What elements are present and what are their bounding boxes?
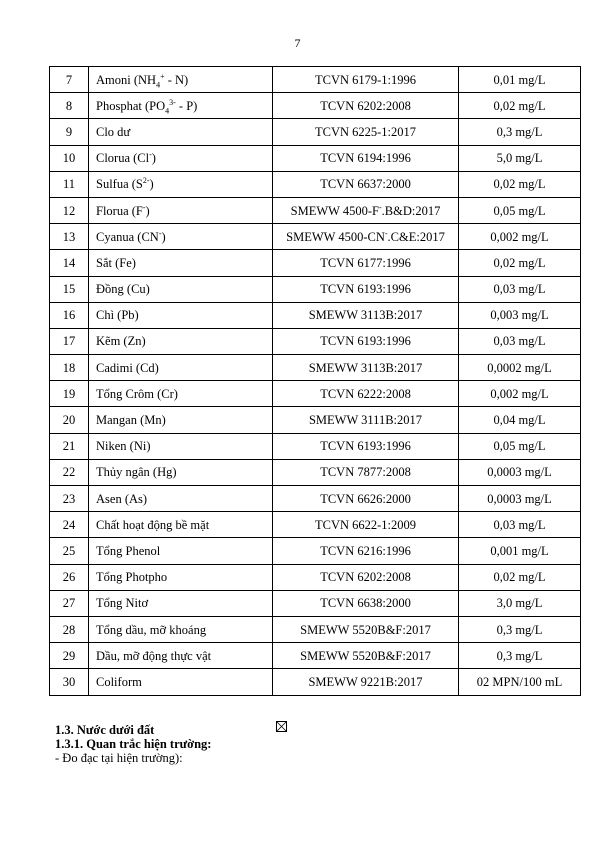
method-standard: SMEWW 5520B&F:2017: [300, 622, 431, 637]
method-cell: [273, 459, 459, 485]
method-standard: TCVN 6222:2008: [320, 386, 411, 401]
table-row: [50, 538, 581, 564]
table-row: [50, 643, 581, 669]
detection-limit: 0,3 mg/L: [496, 622, 543, 637]
detection-limit: 0,02 mg/L: [493, 177, 546, 192]
row-number-cell: [50, 643, 89, 669]
parameter-superscript: +: [160, 71, 165, 81]
method-cell: [273, 590, 459, 616]
table-row: [50, 616, 581, 642]
table-row: [50, 276, 581, 302]
detection-limit-cell: [459, 145, 581, 171]
parameter-name-suffix: ): [151, 151, 156, 166]
method-cell: [273, 119, 459, 145]
table-row: [50, 564, 581, 590]
parameter-subscript: 4: [156, 80, 161, 90]
table-row: [50, 93, 581, 119]
parameter-name-suffix: - P): [175, 98, 198, 113]
detection-limit-cell: [459, 171, 581, 197]
detection-limit: 0,03 mg/L: [493, 517, 546, 532]
method-standard: TCVN 6202:2008: [320, 98, 411, 113]
row-number-cell: [50, 67, 89, 93]
row-number-cell: [50, 171, 89, 197]
parameter-name-suffix: ): [161, 229, 166, 244]
method-cell: [273, 355, 459, 381]
table-row: [50, 250, 581, 276]
row-number-cell: [50, 145, 89, 171]
row-number: 19: [62, 386, 76, 401]
parameter-name-cell: [89, 355, 273, 381]
parameter-superscript: -: [142, 202, 146, 212]
method-standard: TCVN 6622-1:2009: [314, 517, 417, 532]
row-number-cell: [50, 197, 89, 223]
detection-limit: 0,3 mg/L: [496, 648, 543, 663]
method-standard: SMEWW 5520B&F:2017: [300, 648, 431, 663]
parameter-name-cell: [89, 564, 273, 590]
row-number: 17: [62, 334, 76, 349]
table-row: [50, 512, 581, 538]
detection-limit: 0,02 mg/L: [493, 255, 546, 270]
detection-limit-cell: [459, 250, 581, 276]
detection-limit: 0,03 mg/L: [493, 282, 546, 297]
parameter-name-cell: [89, 643, 273, 669]
parameter-name-cell: [89, 250, 273, 276]
detection-limit-cell: [459, 590, 581, 616]
parameter-name: Mangan (Mn): [96, 413, 166, 428]
parameters-table: [49, 66, 581, 696]
table-row: [50, 433, 581, 459]
table-row: [50, 355, 581, 381]
row-number: 18: [62, 360, 76, 375]
table-row: [50, 171, 581, 197]
parameter-name-cell: [89, 93, 273, 119]
row-number: 27: [62, 596, 76, 611]
row-number: 9: [65, 124, 73, 139]
table-row: [50, 67, 581, 93]
method-standard: TCVN 6202:2008: [320, 570, 411, 585]
table-row: [50, 145, 581, 171]
method-standard: TCVN 6193:1996: [320, 282, 411, 297]
parameter-name: Clorua (Cl: [96, 151, 150, 166]
method-cell: [273, 486, 459, 512]
detection-limit: 0,05 mg/L: [493, 203, 546, 218]
parameter-name: Tổng Photpho: [96, 570, 168, 585]
method-standard: TCVN 6216:1996: [320, 543, 411, 558]
parameter-name: Florua (F: [96, 203, 143, 218]
detection-limit-cell: [459, 302, 581, 328]
detection-limit: 0,001 mg/L: [490, 543, 549, 558]
parameter-name: Kẽm (Zn): [96, 334, 146, 349]
row-number: 30: [62, 674, 76, 689]
method-standard: TCVN 7877:2008: [320, 465, 411, 480]
detection-limit-cell: [459, 355, 581, 381]
row-number-cell: [50, 328, 89, 354]
table-row: [50, 590, 581, 616]
method-standard: SMEWW 9221B:2017: [308, 674, 423, 689]
row-number-cell: [50, 564, 89, 590]
row-number-cell: [50, 355, 89, 381]
method-cell: [273, 67, 459, 93]
detection-limit-cell: [459, 538, 581, 564]
parameter-name: Tổng Crôm (Cr): [96, 386, 178, 401]
method-standard: TCVN 6638:2000: [320, 596, 411, 611]
row-number-cell: [50, 433, 89, 459]
row-number: 13: [62, 229, 76, 244]
method-standard: SMEWW 4500-F: [290, 203, 379, 218]
detection-limit-cell: [459, 643, 581, 669]
parameter-name-cell: [89, 302, 273, 328]
detection-limit-cell: [459, 119, 581, 145]
method-cell: [273, 250, 459, 276]
parameter-name-cell: [89, 590, 273, 616]
method-standard: SMEWW 3113B:2017: [308, 308, 423, 323]
detection-limit: 3,0 mg/L: [496, 596, 543, 611]
row-number: 28: [62, 622, 76, 637]
detection-limit: 0,02 mg/L: [493, 98, 546, 113]
detection-limit-cell: [459, 197, 581, 223]
detection-limit: 0,03 mg/L: [493, 334, 546, 349]
table-row: [50, 669, 581, 695]
parameter-superscript: 2-: [142, 176, 150, 186]
section-subheading: 1.3.1. Quan trắc hiện trường:: [55, 737, 212, 751]
row-number-cell: [50, 590, 89, 616]
detection-limit: 0,002 mg/L: [490, 229, 549, 244]
row-number-cell: [50, 250, 89, 276]
parameter-name: Đồng (Cu): [96, 282, 150, 297]
row-number: 21: [62, 439, 76, 454]
row-number: 16: [62, 308, 76, 323]
parameter-name: Asen (As): [96, 491, 148, 506]
detection-limit: 0,003 mg/L: [490, 308, 549, 323]
parameter-superscript: 3-: [169, 97, 176, 107]
parameter-name-cell: [89, 433, 273, 459]
parameter-name-cell: [89, 381, 273, 407]
row-number-cell: [50, 93, 89, 119]
parameter-name: Thủy ngân (Hg): [96, 465, 177, 480]
method-cell: [273, 616, 459, 642]
method-standard: TCVN 6179-1:1996: [314, 72, 417, 87]
method-suffix: .C&E:2017: [387, 229, 445, 244]
parameter-superscript: -: [149, 150, 152, 159]
row-number-cell: [50, 512, 89, 538]
method-cell: [273, 538, 459, 564]
detection-limit-cell: [459, 276, 581, 302]
method-cell: [273, 381, 459, 407]
table-row: [50, 459, 581, 485]
row-number: 15: [62, 282, 76, 297]
method-cell: [273, 669, 459, 695]
parameter-name-cell: [89, 145, 273, 171]
parameter-name-cell: [89, 224, 273, 250]
row-number: 24: [62, 517, 76, 532]
parameter-name: Chất hoạt động bề mặt: [96, 517, 210, 532]
parameter-superscript: -: [158, 228, 162, 238]
row-number-cell: [50, 538, 89, 564]
detection-limit: 0,01 mg/L: [493, 72, 546, 87]
parameter-name-suffix: ): [149, 177, 154, 192]
method-superscript: -: [384, 228, 388, 238]
method-cell: [273, 512, 459, 538]
parameter-name: Coliform: [96, 674, 142, 689]
detection-limit-cell: [459, 224, 581, 250]
table-row: [50, 328, 581, 354]
detection-limit-cell: [459, 486, 581, 512]
table-row: [50, 486, 581, 512]
detection-limit: 0,002 mg/L: [490, 386, 549, 401]
parameter-name: Sắt (Fe): [96, 255, 136, 270]
parameter-name-cell: [89, 459, 273, 485]
method-standard: TCVN 6193:1996: [320, 439, 411, 454]
parameter-name-cell: [89, 512, 273, 538]
detection-limit-cell: [459, 669, 581, 695]
detection-limit: 0,0002 mg/L: [487, 360, 552, 375]
method-cell: [273, 93, 459, 119]
section-bullet: - Đo đạc tại hiện trường):: [55, 751, 183, 765]
parameter-name: Clo dư: [96, 124, 131, 139]
method-standard: TCVN 6626:2000: [320, 491, 411, 506]
parameters-table-body: [50, 67, 581, 696]
method-cell: [273, 302, 459, 328]
parameter-name-cell: [89, 538, 273, 564]
parameter-name-cell: [89, 669, 273, 695]
row-number-cell: [50, 224, 89, 250]
row-number: 26: [62, 570, 76, 585]
checkbox-icon[interactable]: [276, 721, 287, 732]
detection-limit-cell: [459, 616, 581, 642]
row-number-cell: [50, 486, 89, 512]
method-standard: TCVN 6637:2000: [320, 177, 411, 192]
parameter-name: Niken (Ni): [96, 439, 151, 454]
detection-limit-cell: [459, 67, 581, 93]
detection-limit: 0,3 mg/L: [496, 124, 543, 139]
row-number-cell: [50, 302, 89, 328]
table-row: [50, 224, 581, 250]
row-number: 20: [62, 413, 76, 428]
parameter-name-cell: [89, 276, 273, 302]
row-number: 11: [62, 177, 76, 192]
detection-limit-cell: [459, 564, 581, 590]
parameter-name: Amoni (NH: [96, 72, 157, 87]
method-superscript: -: [378, 202, 382, 212]
method-cell: [273, 276, 459, 302]
parameter-name-suffix: - N): [164, 72, 189, 87]
parameter-name: Tổng dầu, mỡ khoáng: [96, 622, 207, 637]
section-heading: 1.3. Nước dưới đất: [55, 723, 155, 737]
detection-limit: 02 MPN/100 mL: [476, 674, 563, 689]
parameter-name: Chì (Pb): [96, 308, 139, 323]
method-cell: [273, 643, 459, 669]
detection-limit: 0,02 mg/L: [493, 570, 546, 585]
parameter-name-cell: [89, 486, 273, 512]
method-standard: TCVN 6177:1996: [320, 255, 411, 270]
row-number-cell: [50, 276, 89, 302]
detection-limit-cell: [459, 459, 581, 485]
parameter-name-cell: [89, 67, 273, 93]
row-number: 29: [62, 648, 76, 663]
detection-limit: 0,04 mg/L: [493, 413, 546, 428]
row-number: 7: [65, 72, 73, 87]
parameter-name: Tổng Nitơ: [96, 596, 149, 611]
method-cell: [273, 433, 459, 459]
parameter-name-cell: [89, 407, 273, 433]
row-number: 23: [62, 491, 76, 506]
page-number: 7: [294, 36, 301, 50]
row-number: 22: [62, 465, 76, 480]
parameter-name: Cyanua (CN: [96, 229, 159, 244]
detection-limit: 0,05 mg/L: [493, 439, 546, 454]
row-number-cell: [50, 381, 89, 407]
row-number: 14: [62, 255, 76, 270]
parameter-name-cell: [89, 119, 273, 145]
method-standard: TCVN 6193:1996: [320, 334, 411, 349]
row-number-cell: [50, 407, 89, 433]
parameter-name-cell: [89, 328, 273, 354]
row-number-cell: [50, 459, 89, 485]
row-number: 10: [62, 151, 76, 166]
table-row: [50, 119, 581, 145]
detection-limit-cell: [459, 328, 581, 354]
row-number-cell: [50, 119, 89, 145]
row-number: 25: [62, 543, 76, 558]
detection-limit-cell: [459, 433, 581, 459]
detection-limit-cell: [459, 407, 581, 433]
parameter-name: Tổng Phenol: [96, 543, 161, 558]
detection-limit: 5,0 mg/L: [496, 151, 543, 166]
parameter-name: Sulfua (S: [96, 177, 143, 192]
table-row: [50, 302, 581, 328]
method-cell: [273, 564, 459, 590]
method-cell: [273, 171, 459, 197]
table-row: [50, 197, 581, 223]
table-row: [50, 407, 581, 433]
parameter-name: Dầu, mỡ động thực vật: [96, 648, 212, 663]
method-cell: [273, 407, 459, 433]
method-standard: TCVN 6194:1996: [320, 151, 411, 166]
row-number: 12: [62, 203, 76, 218]
method-suffix: .B&D:2017: [381, 203, 441, 218]
method-cell: [273, 197, 459, 223]
detection-limit: 0,0003 mg/L: [487, 465, 552, 480]
method-cell: [273, 224, 459, 250]
parameter-name-suffix: ): [145, 203, 150, 218]
detection-limit-cell: [459, 512, 581, 538]
parameter-name-cell: [89, 197, 273, 223]
detection-limit-cell: [459, 93, 581, 119]
method-standard: SMEWW 3111B:2017: [308, 413, 423, 428]
parameter-name: Phosphat (PO: [96, 98, 166, 113]
parameter-name-cell: [89, 171, 273, 197]
table-row: [50, 381, 581, 407]
method-cell: [273, 145, 459, 171]
method-cell: [273, 328, 459, 354]
detection-limit: 0,0003 mg/L: [487, 491, 552, 506]
row-number-cell: [50, 616, 89, 642]
parameter-subscript: 4: [165, 106, 170, 116]
method-standard: TCVN 6225-1:2017: [314, 124, 417, 139]
parameter-name-cell: [89, 616, 273, 642]
method-standard: SMEWW 3113B:2017: [308, 360, 423, 375]
method-standard: SMEWW 4500-CN: [286, 229, 385, 244]
detection-limit-cell: [459, 381, 581, 407]
parameter-name: Cadimi (Cd): [96, 360, 159, 375]
row-number-cell: [50, 669, 89, 695]
row-number: 8: [65, 98, 73, 113]
